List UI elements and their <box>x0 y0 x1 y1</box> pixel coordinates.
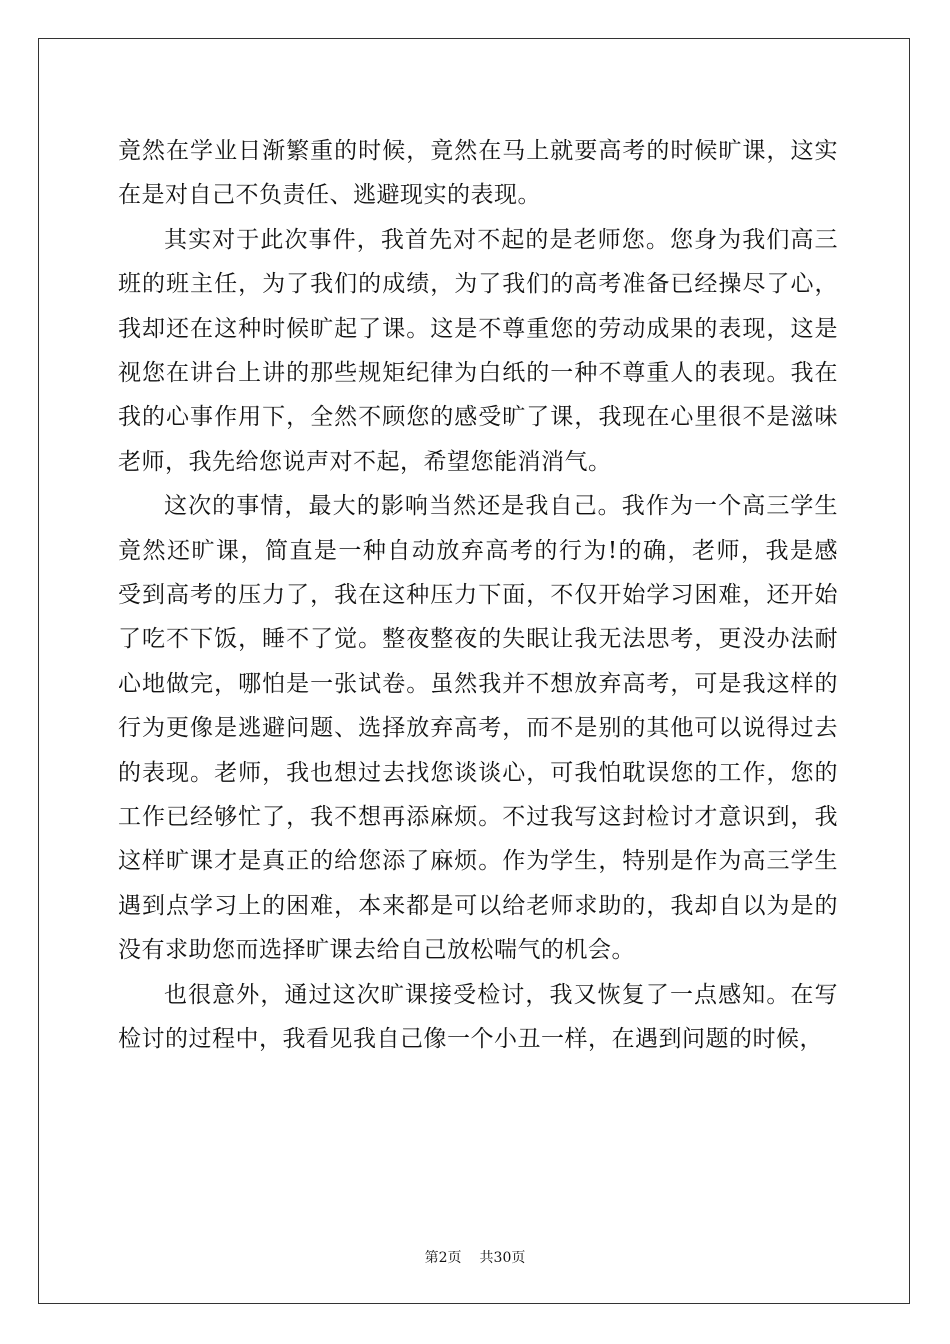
page-total: 共30页 <box>479 1250 526 1266</box>
paragraph-line: 这样旷课才是真正的给您添了麻烦。作为学生，特别是作为高三学生 <box>118 848 838 874</box>
paragraph-line: 心地做完，哪怕是一张试卷。虽然我并不想放弃高考，可是我这样的 <box>118 671 838 697</box>
paragraph-line: 受到高考的压力了，我在这种压力下面，不仅开始学习困难，还开始 <box>118 582 838 608</box>
paragraph-line: 遇到点学习上的困难，本来都是可以给老师求助的，我却自以为是的 <box>118 893 838 919</box>
paragraph-line: 竟然在学业日渐繁重的时候，竟然在马上就要高考的时候旷课，这实 <box>118 138 838 164</box>
paragraph-line: 检讨的过程中，我看见我自己像一个小丑一样，在遇到问题的时候， <box>118 1026 823 1052</box>
paragraph-line: 也很意外，通过这次旷课接受检讨，我又恢复了一点感知。在写 <box>164 982 838 1008</box>
paragraph-line: 没有求助您而选择旷课去给自己放松喘气的机会。 <box>118 937 635 963</box>
page-footer <box>0 1247 950 1267</box>
paragraph-line: 班的班主任，为了我们的成绩，为了我们的高考准备已经操尽了心， <box>118 271 838 297</box>
paragraph-line: 视您在讲台上讲的那些规矩纪律为白纸的一种不尊重人的表现。我在 <box>118 360 838 386</box>
paragraph-line: 竟然还旷课，简直是一种自动放弃高考的行为!的确，老师，我是感 <box>118 538 838 564</box>
page-number: 第2页 <box>424 1250 462 1266</box>
paragraph-line: 了吃不下饭，睡不了觉。整夜整夜的失眠让我无法思考，更没办法耐 <box>118 626 838 652</box>
paragraph-line: 的表现。老师，我也想过去找您谈谈心，可我怕耽误您的工作，您的 <box>118 760 838 786</box>
paragraph-line: 行为更像是逃避问题、选择放弃高考，而不是别的其他可以说得过去 <box>118 715 838 741</box>
paragraph-line: 我却还在这种时候旷起了课。这是不尊重您的劳动成果的表现，这是 <box>118 316 838 342</box>
paragraph-line: 老师，我先给您说声对不起，希望您能消消气。 <box>118 449 612 475</box>
paragraph-line: 工作已经够忙了，我不想再添麻烦。不过我写这封检讨才意识到，我 <box>118 804 838 830</box>
paragraph-line: 其实对于此次事件，我首先对不起的是老师您。您身为我们高三 <box>164 227 838 253</box>
paragraph-line: 这次的事情，最大的影响当然还是我自己。我作为一个高三学生 <box>164 493 838 519</box>
paragraph-line: 在是对自己不负责任、逃避现实的表现。 <box>118 182 541 208</box>
paragraph-line: 我的心事作用下，全然不顾您的感受旷了课，我现在心里很不是滋味 <box>118 404 838 430</box>
